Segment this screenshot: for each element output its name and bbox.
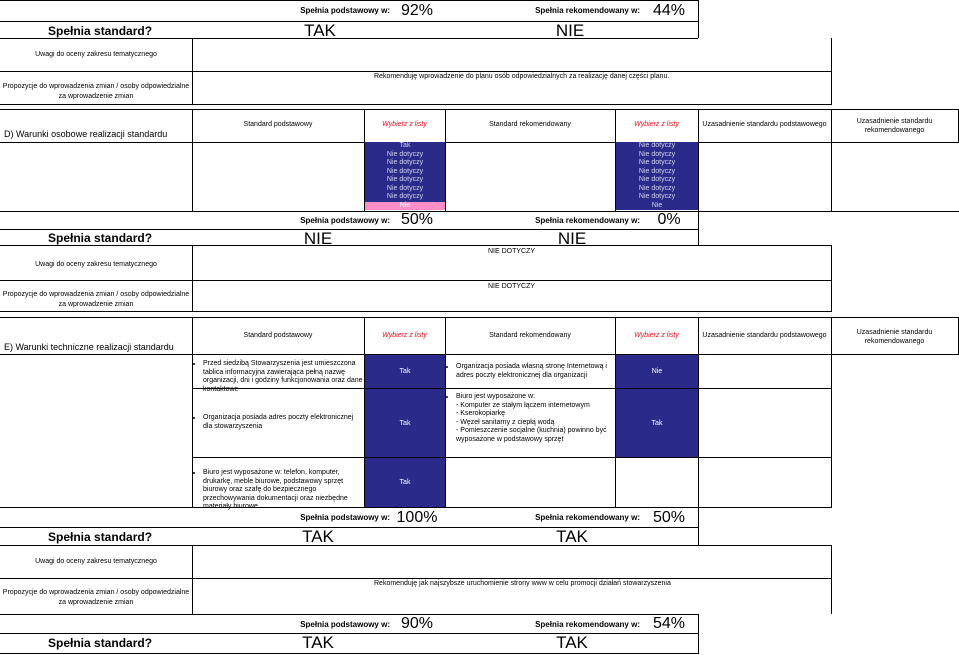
final-basic-answer: TAK bbox=[302, 633, 334, 652]
block-d-title: D) Warunki osobowe realizacji standardu bbox=[4, 129, 168, 139]
select-rec-7[interactable]: Nie dotyczy bbox=[616, 193, 698, 202]
propozycje-label: Propozycje do wprowadzenia zmian / osoby odpowiedzialne za wprowadzenie zmian bbox=[2, 83, 190, 100]
e-row2-basic-text: • Organizacja posiada adres poczty elektronicznej dla stowarzyszenia bbox=[203, 414, 363, 431]
d-standard-question: Spełnia standard? bbox=[48, 231, 153, 245]
e-row2-rec-line-1: - Komputer ze stałym łączem internetowym bbox=[456, 401, 590, 409]
e-header-just-rec: Uzasadnienie standardu rekomendowanego bbox=[856, 329, 933, 345]
final-rec-score-label: Spełnia rekomendowany w: bbox=[535, 620, 640, 629]
d-propozycje-value[interactable]: NIE DOTYCZY bbox=[488, 283, 536, 290]
e-row3-basic-text: • Biuro jest wyposażone w: telefon, komputer, drukarkę, meble biurowe, podstawowy sprzęt biurowy oraz szafę do bezpiecznego przechowywania dokumentacji oraz niezbędne materiały biurowe bbox=[203, 469, 363, 512]
header-just-rec: Uzasadnienie standardu rekomendowanego bbox=[856, 118, 933, 134]
uwagi-label: Uwagi do oceny zakresu tematycznego bbox=[35, 51, 157, 58]
e-header-just-basic: Uzasadnienie standardu podstawowego bbox=[702, 332, 827, 339]
e-row1-basic-text: • Przed siedzibą Stowarzyszenia jest umieszczona tablica informacyjna zawierająca pełną nazwę organizacji, dni i godziny funkcjonowania oraz dane kontaktowe bbox=[203, 360, 363, 394]
header-select-basic: Wybierz z listy bbox=[382, 121, 427, 128]
e-proposal-text[interactable]: Rekomenduję jak najszybsze uruchomienie strony www w celu promocji działań stowarzyszenia bbox=[374, 580, 671, 587]
e-row3-basic bbox=[193, 469, 363, 512]
header-basic: Standard podstawowy bbox=[243, 121, 313, 128]
d-uwagi-value[interactable]: NIE DOTYCZY bbox=[488, 248, 536, 255]
select-rec-2[interactable]: Nie dotyczy bbox=[616, 151, 698, 160]
e-row2-rec bbox=[446, 393, 614, 444]
select-basic-2[interactable]: Nie dotyczy bbox=[365, 151, 445, 160]
block-e-title: E) Warunki techniczne realizacji standardu bbox=[4, 342, 174, 352]
basic-answer: TAK bbox=[304, 21, 336, 40]
select-basic-5[interactable]: Nie dotyczy bbox=[365, 176, 445, 185]
e-basic-score-label: Spełnia podstawowy w: bbox=[300, 513, 390, 522]
e-row2-rec-select[interactable]: Tak bbox=[616, 389, 698, 457]
d-propozycje-label: Propozycje do wprowadzenia zmian / osoby odpowiedzialne za wprowadzenie zmian bbox=[2, 291, 190, 308]
e-row1-basic bbox=[193, 360, 363, 394]
select-rec-3[interactable]: Nie dotyczy bbox=[616, 159, 698, 168]
e-row2-basic bbox=[193, 414, 363, 431]
select-rec-8[interactable]: Nie bbox=[616, 202, 698, 211]
e-rec-answer: TAK bbox=[556, 527, 588, 546]
d-rec-score-label: Spełnia rekomendowany w: bbox=[535, 216, 640, 225]
e-rec-score-label: Spełnia rekomendowany w: bbox=[535, 513, 640, 522]
header-recommended: Standard rekomendowany bbox=[489, 121, 571, 128]
rec-answer: NIE bbox=[555, 21, 585, 40]
rec-score-label: Spełnia rekomendowany w: bbox=[535, 6, 640, 15]
d-rec-answer: NIE bbox=[557, 229, 587, 248]
select-basic-3[interactable]: Nie dotyczy bbox=[365, 159, 445, 168]
select-rec-5[interactable]: Nie dotyczy bbox=[616, 176, 698, 185]
final-rec-answer: TAK bbox=[556, 633, 588, 652]
d-basic-answer: NIE bbox=[303, 229, 333, 248]
e-row2-rec-line-4: - Pomieszczenie socjalne (kuchnia) powinno być wyposażone w podstawowy sprzęt bbox=[456, 427, 607, 443]
e-header-recommended: Standard rekomendowany bbox=[489, 332, 571, 339]
basic-score-value: 92% bbox=[400, 2, 434, 19]
select-basic-6[interactable]: Nie dotyczy bbox=[365, 185, 445, 194]
final-basic-score-label: Spełnia podstawowy w: bbox=[300, 620, 390, 629]
e-header-basic: Standard podstawowy bbox=[243, 332, 313, 339]
header-just-basic: Uzasadnienie standardu podstawowego bbox=[702, 121, 827, 128]
select-rec-4[interactable]: Nie dotyczy bbox=[616, 168, 698, 177]
select-rec-1[interactable]: Nie dotyczy bbox=[616, 142, 698, 151]
e-rec-score-value: 50% bbox=[652, 509, 686, 526]
select-basic-4[interactable]: Nie dotyczy bbox=[365, 168, 445, 177]
d-basic-score-label: Spełnia podstawowy w: bbox=[300, 216, 390, 225]
basic-score-label: Spełnia podstawowy w: bbox=[300, 6, 390, 15]
e-row1-rec-select[interactable]: Nie bbox=[616, 355, 698, 388]
e-row3-basic-select[interactable]: Tak bbox=[365, 458, 445, 507]
e-header-select-basic: Wybierz z listy bbox=[382, 332, 427, 339]
select-basic-7[interactable]: Nie dotyczy bbox=[365, 193, 445, 202]
final-rec-score-value: 54% bbox=[652, 615, 686, 632]
final-basic-score-value: 90% bbox=[400, 615, 434, 632]
final-standard-question: Spełnia standard? bbox=[48, 636, 153, 650]
e-basic-answer: TAK bbox=[302, 527, 334, 546]
select-rec-6[interactable]: Nie dotyczy bbox=[616, 185, 698, 194]
e-uwagi-label: Uwagi do oceny zakresu tematycznego bbox=[35, 558, 157, 565]
proposal-text[interactable]: Rekomenduję wprowadzenie do planu osób odpowiedzialnych za realizację danej części planu. bbox=[374, 73, 670, 80]
rec-score-value: 44% bbox=[652, 2, 686, 19]
e-row2-rec-line-3: - Węzeł sanitarny z ciepłą wodą bbox=[456, 418, 555, 426]
e-standard-question: Spełnia standard? bbox=[48, 530, 153, 544]
e-row2-rec-line-2: - Kserokopiarkę bbox=[456, 410, 506, 417]
select-basic-1[interactable]: Tak bbox=[365, 142, 445, 151]
standard-question: Spełnia standard? bbox=[48, 24, 153, 38]
e-row1-rec bbox=[446, 363, 614, 380]
e-header-select-rec: Wybierz z listy bbox=[634, 332, 679, 339]
header-select-rec: Wybierz z listy bbox=[634, 121, 679, 128]
e-row2-rec-intro-text: Biuro jest wyposażone w: bbox=[456, 393, 535, 400]
d-rec-score-value: 0% bbox=[657, 211, 681, 228]
select-basic-8[interactable]: Nie bbox=[365, 202, 445, 211]
e-propozycje-label: Propozycje do wprowadzenia zmian / osoby odpowiedzialne za wprowadzenie zmian bbox=[2, 589, 190, 606]
d-basic-score-value: 50% bbox=[400, 211, 434, 228]
e-row1-rec-text: • Organizacja posiada własną stronę Internetową i adres poczty elektronicznej dla organizacji bbox=[456, 363, 614, 380]
d-uwagi-label: Uwagi do oceny zakresu tematycznego bbox=[35, 261, 157, 268]
e-row1-basic-select[interactable]: Tak bbox=[365, 355, 445, 388]
e-row2-basic-select[interactable]: Tak bbox=[365, 389, 445, 457]
e-row2-rec-intro bbox=[456, 393, 614, 444]
e-basic-score-value: 100% bbox=[396, 509, 438, 526]
